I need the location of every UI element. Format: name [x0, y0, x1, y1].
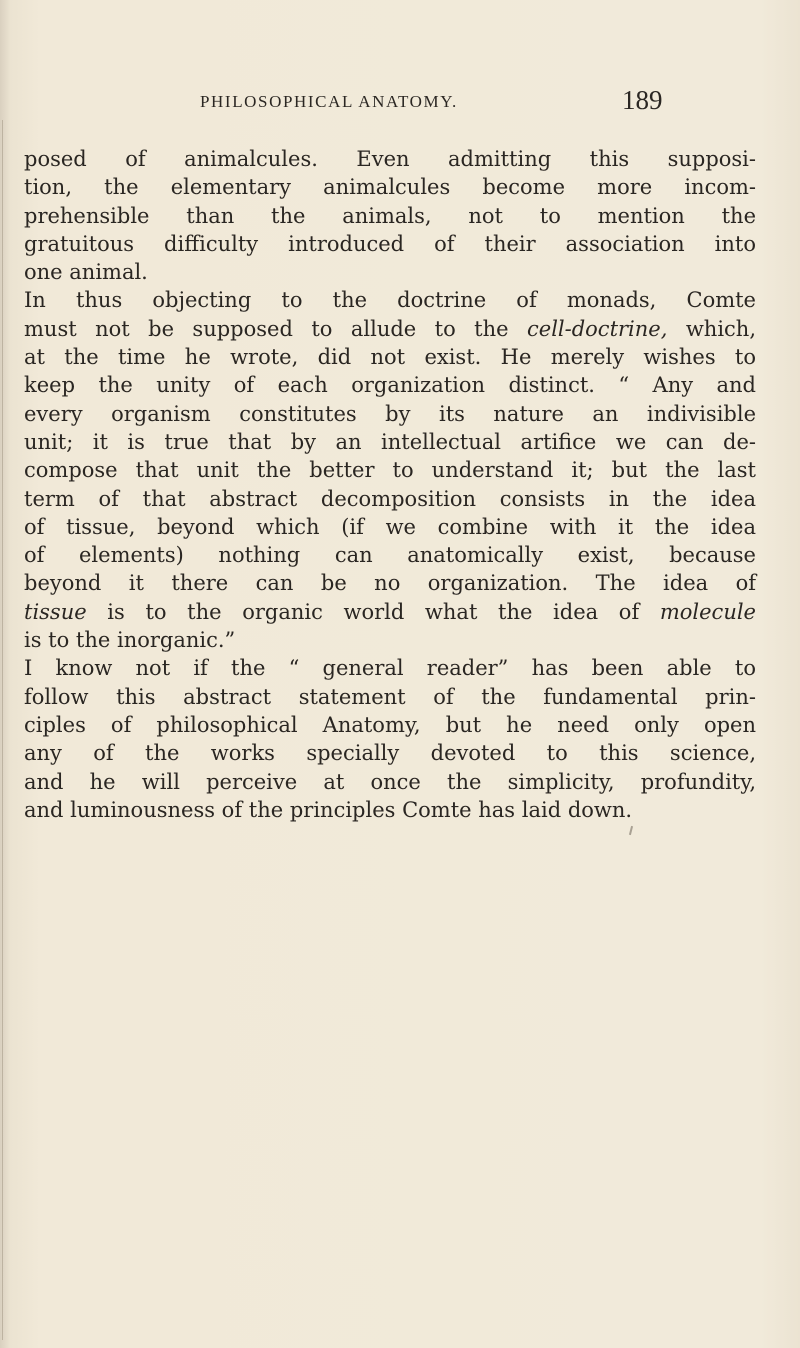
text-line: I know not if the “ general reader” has been able to: [24, 656, 756, 681]
text-line: of elements) nothing can anatomically exist, because: [24, 543, 756, 568]
text-segment: must not be supposed to allude to the: [24, 316, 527, 341]
paper-speck: [629, 826, 633, 835]
text-line: term of that abstract decomposition consists in the idea: [24, 486, 756, 511]
text-line: In thus objecting to the doctrine of monads, Comte: [24, 288, 756, 313]
italic-term-cell-doctrine: cell-doctrine,: [527, 316, 668, 341]
text-segment: which,: [667, 316, 757, 341]
page-number: 189: [622, 85, 663, 115]
text-line: gratuitous difficulty introduced of their association into: [24, 231, 756, 256]
text-line: at the time he wrote, did not exist. He merely wishes to: [24, 345, 756, 370]
text-line: beyond it there can be no organization. The idea of: [24, 571, 756, 596]
text-line: is to the inorganic.”: [24, 628, 236, 653]
text-segment: is to the organic world what the idea of: [86, 599, 660, 624]
italic-term-tissue: tissue: [24, 599, 87, 624]
text-line: of tissue, beyond which (if we combine with it the idea: [24, 514, 756, 539]
text-line: every organism constitutes by its nature an indivisible: [24, 401, 756, 426]
text-line: [24, 598, 756, 626]
text-line: [24, 315, 756, 343]
text-line: keep the unity of each organization distinct. “ Any and: [24, 373, 756, 398]
text-line: one animal.: [24, 260, 148, 285]
text-line: any of the works specially devoted to this science,: [24, 741, 756, 766]
text-line: ciples of philosophical Anatomy, but he need only open: [24, 712, 756, 737]
body-text: [24, 145, 756, 824]
running-title: PHILOSOPHICAL ANATOMY.: [200, 92, 458, 111]
text-line: compose that unit the better to understand it; but the last: [24, 458, 756, 483]
italic-term-molecule: molecule: [659, 599, 756, 624]
text-line: prehensible than the animals, not to mention the: [24, 203, 756, 228]
text-line: posed of animalcules. Even admitting this supposi-: [24, 147, 756, 171]
binding-gutter-line: [2, 120, 3, 1340]
text-line: tion, the elementary animalcules become more incom-: [24, 175, 756, 200]
text-line: and luminousness of the principles Comte has laid down.: [24, 797, 633, 822]
text-line: and he will perceive at once the simplicity, profundity,: [24, 769, 756, 794]
text-line: unit; it is true that by an intellectual artifice we can de-: [24, 429, 756, 454]
text-line: follow this abstract statement of the fundamental prin-: [24, 684, 756, 709]
running-head: [0, 85, 800, 122]
